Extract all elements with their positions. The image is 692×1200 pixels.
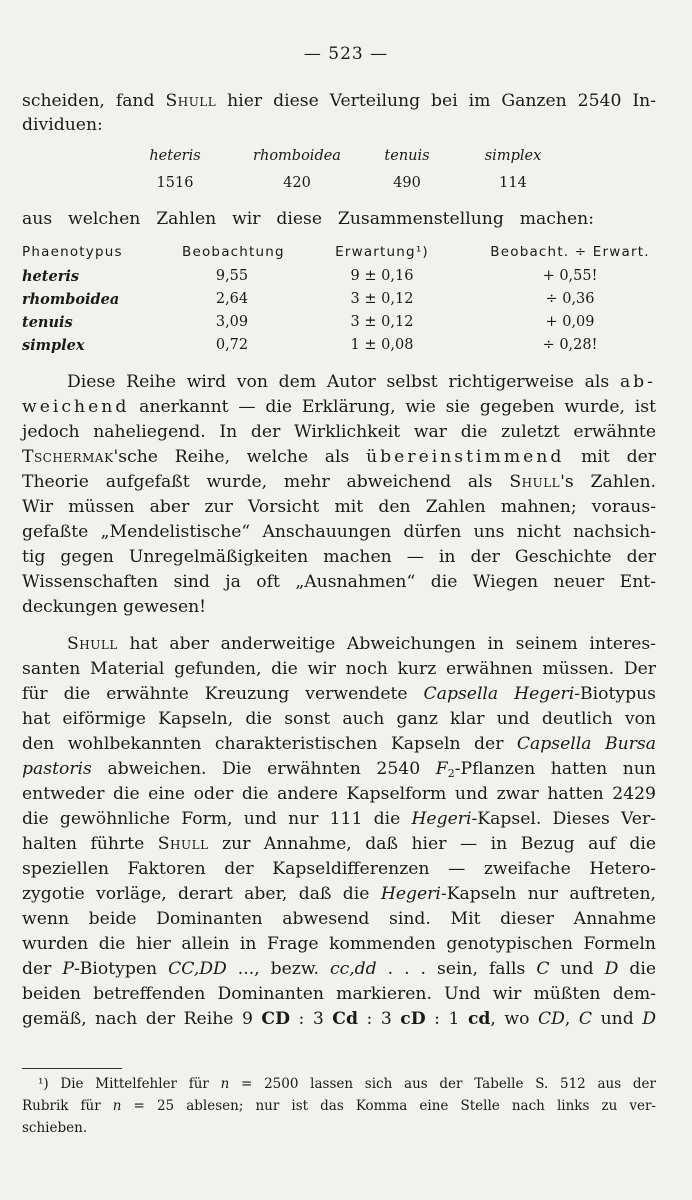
genotype: cD bbox=[400, 1009, 426, 1029]
table-header-cell: Beobacht. ÷ Erwart. bbox=[490, 244, 650, 260]
author-name: Shull bbox=[157, 834, 209, 854]
table-cell: + 0,09 bbox=[545, 314, 595, 330]
table-cell: 420 bbox=[283, 175, 311, 191]
text-line: entweder die eine oder die andere Kapselform und zwar hatten 2429 bbox=[22, 784, 656, 804]
text-line: gefaßte „Mendelistische“ Anschauungen dürfen uns nicht nachsich- bbox=[22, 522, 656, 542]
table-header-cell: Phaenotypus bbox=[22, 244, 123, 260]
text-line: für die erwähnte Kreuzung verwendete Capsella Hegeri-Biotypus bbox=[22, 684, 656, 704]
species-name: Capsella Bursa bbox=[516, 734, 656, 754]
text-line: der P-Biotypen CC,DD ..., bezw. cc,dd . . . sein, falls C und D die bbox=[22, 959, 657, 979]
species-name: pastoris bbox=[22, 759, 92, 779]
text-line: Wir müssen aber zur Vorsicht mit den Zahlen mahnen; voraus- bbox=[22, 497, 656, 517]
text-line: santen Material gefunden, die wir noch kurz erwähnen müssen. Der bbox=[22, 659, 656, 679]
species-name: Hegeri bbox=[411, 809, 472, 829]
genotype: cd bbox=[467, 1009, 491, 1029]
genotype: CD bbox=[261, 1009, 291, 1029]
author-name: Shull bbox=[165, 91, 217, 111]
text-line: speziellen Faktoren der Kapseldifferenzen — zweifache Hetero- bbox=[22, 859, 656, 879]
table-cell: 490 bbox=[393, 175, 421, 191]
table-cell: tenuis bbox=[22, 314, 73, 331]
species-name: Capsella Hegeri bbox=[423, 684, 575, 704]
footnote-line: ¹) Die Mittelfehler für n = 2500 lassen sich aus der Tabelle S. 512 aus der bbox=[38, 1076, 656, 1092]
table-header-cell: simplex bbox=[484, 148, 542, 164]
footnote-divider bbox=[22, 1068, 122, 1069]
table-cell: simplex bbox=[22, 337, 85, 354]
text-line: wenn beide Dominanten abwesend sind. Mit dieser Annahme bbox=[22, 909, 656, 929]
table-header-cell: Erwartung¹) bbox=[335, 244, 429, 260]
text-line: beiden betreffenden Dominanten markieren. Und wir müßten dem- bbox=[22, 984, 656, 1004]
text-line: die gewöhnliche Form, und nur 111 die Hegeri-Kapsel. Dieses Ver- bbox=[22, 809, 656, 829]
text-line: gemäß, nach der Reihe 9 CD : 3 Cd : 3 cD : 1 cd, wo CD, C und D bbox=[22, 1009, 657, 1029]
species-name: Hegeri bbox=[380, 884, 441, 904]
text-line: Theorie aufgefaßt wurde, mehr abweichend als Shull's Zahlen. bbox=[22, 472, 656, 492]
text-line: tig gegen Unregelmäßigkeiten machen — in der Geschichte der bbox=[22, 547, 656, 567]
footnote-mark: ¹) bbox=[38, 1076, 49, 1092]
author-name: Shull bbox=[67, 634, 118, 654]
author-name: Shull bbox=[509, 472, 561, 492]
table-row bbox=[22, 337, 658, 359]
spaced-emphasis: ab- bbox=[619, 372, 656, 392]
table-cell: 2,64 bbox=[215, 291, 249, 307]
footnote-line: schieben. bbox=[22, 1120, 88, 1136]
table-header-cell: Beobachtung bbox=[182, 244, 285, 260]
text-line: Wissenschaften sind ja oft „Ausnahmen“ die Wiegen neuer Ent- bbox=[22, 572, 656, 592]
table-row bbox=[22, 314, 658, 336]
spaced-emphasis: weichend bbox=[22, 397, 130, 417]
text-line: jedoch naheliegend. In der Wirklichkeit war die zuletzt erwähnte bbox=[22, 422, 656, 442]
table-header-cell: heteris bbox=[149, 148, 201, 164]
text-line: pastoris abweichen. Die erwähnten 2540 $F_2$-Pflanzen hatten nun bbox=[22, 759, 656, 780]
footnote-line: Rubrik für n = 25 ablesen; nur ist das Komma eine Stelle nach links zu ver- bbox=[22, 1098, 656, 1114]
table-cell: 3 ± 0,12 bbox=[350, 291, 414, 307]
table-cell: 0,72 bbox=[215, 337, 249, 353]
text-line: scheiden, fand Shull hier diese Verteilung bei im Ganzen 2540 In- bbox=[22, 91, 656, 111]
table-cell: 3 ± 0,12 bbox=[350, 314, 414, 330]
text-line: dividuen: bbox=[22, 115, 103, 135]
table-cell: 114 bbox=[499, 175, 527, 191]
text-line: deckungen gewesen! bbox=[22, 597, 207, 617]
table-row bbox=[22, 268, 658, 290]
genotype: Cd bbox=[332, 1009, 358, 1029]
text-line: hat eiförmige Kapseln, die sonst auch ganz klar und deutlich von bbox=[22, 709, 656, 729]
text-line: halten führte Shull zur Annahme, daß hier — in Bezug auf die bbox=[22, 834, 657, 854]
text-line: Tschermak'sche Reihe, welche als übereinstimmend mit der bbox=[22, 447, 656, 467]
table-row bbox=[22, 291, 658, 313]
text-line: den wohlbekannten charakteristischen Kapseln der Capsella Bursa bbox=[22, 734, 656, 754]
text-line: Diese Reihe wird von dem Autor selbst richtigerweise als ab- bbox=[67, 372, 656, 392]
text-line: wurden die hier allein in Frage kommenden genotypischen Formeln bbox=[22, 934, 656, 954]
table-cell: 9,55 bbox=[215, 268, 249, 284]
text-line: weichend anerkannt — die Erklärung, wie sie gegeben wurde, ist bbox=[22, 397, 656, 417]
table-cell: 1516 bbox=[156, 175, 194, 191]
text-line: zygotie vorläge, derart aber, daß die Hegeri-Kapseln nur auftreten, bbox=[22, 884, 657, 904]
table-cell: rhomboidea bbox=[22, 291, 120, 308]
distribution-table-values bbox=[0, 175, 692, 195]
page-number: — 523 — bbox=[303, 44, 389, 64]
distribution-table-header bbox=[0, 148, 692, 168]
text-line: aus welchen Zahlen wir diese Zusammenstellung machen: bbox=[22, 209, 594, 229]
table-header-cell: tenuis bbox=[384, 148, 430, 164]
author-name: Tschermak bbox=[22, 447, 114, 467]
spaced-emphasis: übereinstimmend bbox=[366, 447, 565, 467]
text-line: Shull hat aber anderweitige Abweichungen in seinem interes- bbox=[67, 634, 656, 654]
table-cell: 1 ± 0,08 bbox=[350, 337, 414, 353]
table-cell: ÷ 0,36 bbox=[545, 291, 595, 307]
table-cell: 3,09 bbox=[215, 314, 249, 330]
comparison-table-header bbox=[22, 244, 658, 266]
table-cell: + 0,55! bbox=[542, 268, 598, 284]
table-cell: heteris bbox=[22, 268, 80, 285]
table-cell: ÷ 0,28! bbox=[542, 337, 598, 353]
table-header-cell: rhomboidea bbox=[253, 148, 341, 164]
table-cell: 9 ± 0,16 bbox=[350, 268, 414, 284]
